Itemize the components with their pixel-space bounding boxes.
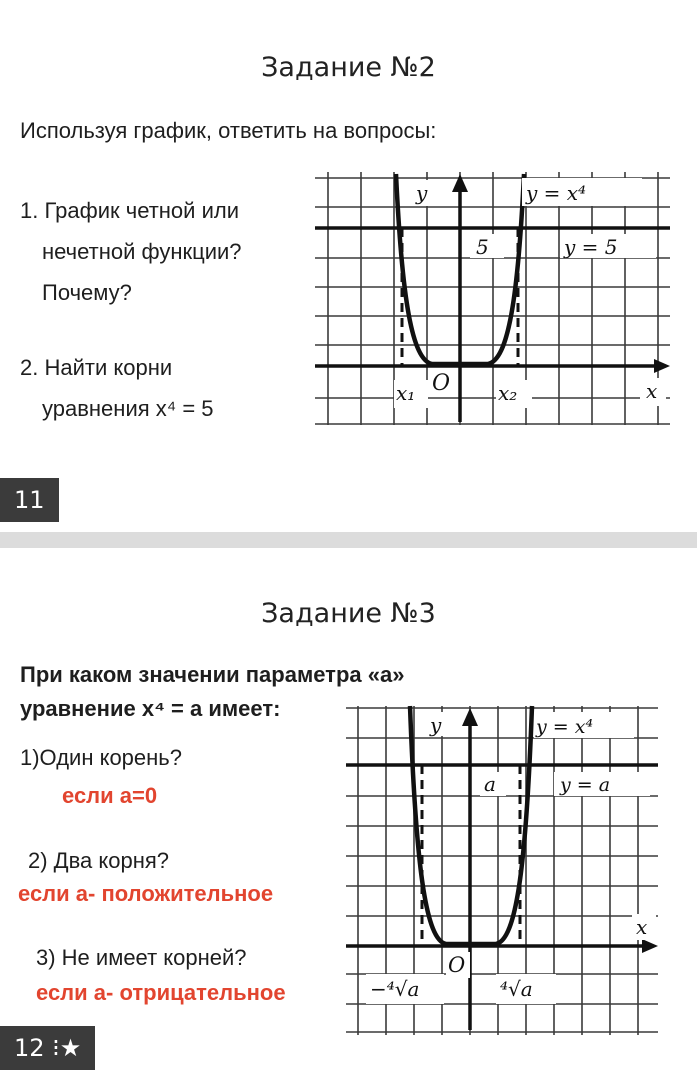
level-value: 5 — [476, 235, 489, 259]
question-1-line-1: 1. График четной или — [20, 198, 239, 223]
slide-task-2 — [0, 0, 697, 532]
origin-label: O — [448, 953, 466, 977]
task-3-question-line-1: При каком значении параметра «а» — [20, 662, 405, 687]
root-neg-label: −⁴√a — [370, 977, 420, 1001]
question-2-line-1: 2. Найти корни — [20, 355, 173, 380]
question-1-line-2: нечетной функции? — [42, 239, 242, 264]
graph-x4-equals-5 — [310, 160, 680, 450]
case-3-answer: если а- отрицательное — [36, 980, 286, 1005]
case-2-label: 2) Два корня? — [28, 848, 170, 873]
curve-label: y = x⁴ — [526, 181, 587, 205]
case-1-label: 1)Один корень? — [20, 745, 183, 770]
y-axis-arrow — [452, 174, 468, 192]
level-value: a — [484, 772, 496, 796]
y-axis-label: y — [416, 181, 428, 205]
slide-task-3 — [0, 548, 697, 1080]
x-axis-label: x — [636, 915, 648, 939]
level-label: y = 5 — [564, 235, 618, 259]
curve-label: y = x⁴ — [536, 716, 594, 738]
question-2-line-2: уравнения x⁴ = 5 — [42, 396, 214, 421]
x-axis-label: x — [646, 379, 658, 403]
root-x2-label: x₂ — [498, 381, 518, 405]
level-label: y = a — [560, 774, 611, 796]
task-2-intro: Используя график, ответить на вопросы: — [20, 118, 437, 143]
y-axis-arrow — [462, 708, 478, 726]
x-axis-arrow — [642, 939, 658, 953]
question-1-line-3: Почему? — [42, 280, 132, 305]
page-number-badge: 12 ⁝★ — [0, 1026, 95, 1070]
task-3-title: Задание №3 — [261, 598, 436, 629]
graph-x4-equals-a — [346, 700, 666, 1040]
page-number-badge: 11 — [0, 478, 59, 522]
task-2-title: Задание №2 — [261, 52, 436, 83]
case-1-answer: если а=0 — [62, 783, 158, 808]
case-2-answer: если а- положительное — [18, 881, 274, 906]
slide-separator — [0, 532, 697, 548]
x-axis-arrow — [654, 359, 670, 373]
root-x1-label: x₁ — [396, 381, 416, 405]
grid — [315, 172, 670, 425]
task-3-question-line-2: уравнение x⁴ = а имеет: — [20, 696, 281, 721]
root-pos-label: ⁴√a — [500, 977, 533, 1001]
y-axis-label: y — [430, 713, 442, 737]
case-3-label: 3) Не имеет корней? — [36, 945, 247, 970]
origin-label: O — [432, 371, 451, 396]
